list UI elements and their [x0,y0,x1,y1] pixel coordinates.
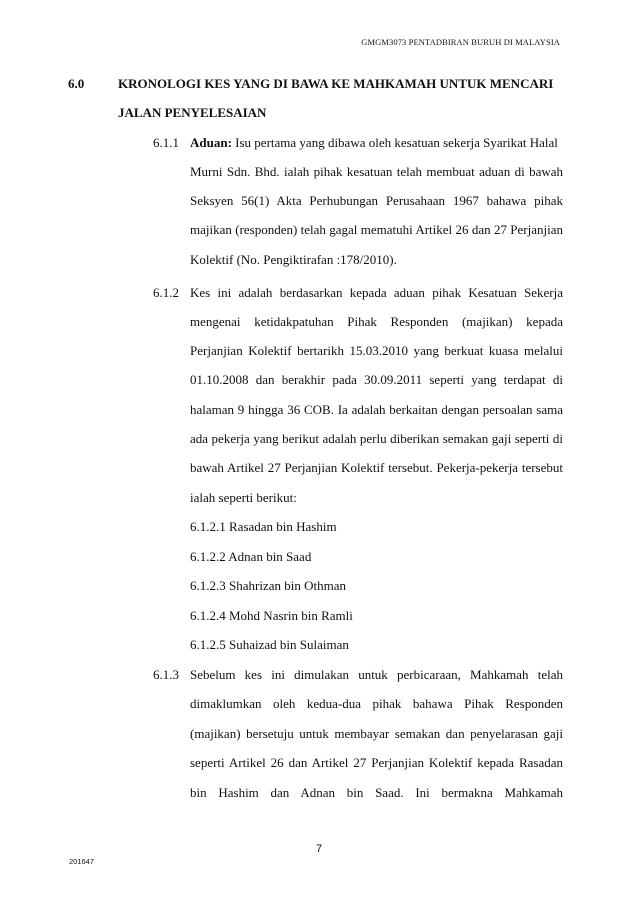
paragraph-line: seperti Artikel 26 dan Artikel 27 Perjanjian Kolektif kepada Rasadan [190,755,563,770]
bold-lead: Aduan: [190,135,232,150]
paragraph-line: bin Hashim dan Adnan bin Saad. Ini bermakna Mahkamah [190,785,563,800]
paragraph-line: Murni Sdn. Bhd. ialah pihak kesatuan telah membuat aduan di bawah [190,164,563,179]
paragraph-line: Kolektif (No. Pengiktirafan :178/2010). [190,252,397,267]
paragraph-line: (majikan) bersetuju untuk membayar semakan dan penyelarasan gaji [190,726,563,741]
subsection-number: 6.1.1 [153,135,179,150]
list-item: 6.1.2.5 Suhaizad bin Sulaiman [190,637,349,652]
paragraph-line: Kes ini adalah berdasarkan kepada aduan pihak Kesatuan Sekerja [190,285,563,300]
section-title-line-1: KRONOLOGI KES YANG DI BAWA KE MAHKAMAH UNTUK MENCARI [118,76,554,91]
subsection-number: 6.1.2 [153,285,179,300]
paragraph-line: mengenai ketidakpatuhan Pihak Responden (majikan) kepada [190,314,563,329]
paragraph-line: ada pekerja yang berikut adalah perlu diberikan semakan gaji seperti di [190,431,563,446]
list-item: 6.1.2.4 Mohd Nasrin bin Ramli [190,608,353,623]
subsection-number: 6.1.3 [153,667,179,682]
paragraph-text: Isu pertama yang dibawa oleh kesatuan sekerja Syarikat Halal [231,135,558,150]
paragraph-line: Sebelum kes ini dimulakan untuk perbicaraan, Mahkamah telah [190,667,563,682]
page-number: 7 [315,843,323,855]
paragraph-line [190,135,563,151]
paragraph-line: bawah Artikel 27 Perjanjian Kolektif tersebut. Pekerja-pekerja tersebut [190,460,563,475]
section-number: 6.0 [68,76,85,91]
paragraph-line: 01.10.2008 dan berakhir pada 30.09.2011 seperti yang terdapat di [190,372,563,387]
running-header: GMGM3073 PENTADBIRAN BURUH DI MALAYSIA [361,37,560,47]
list-item: 6.1.2.3 Shahrizan bin Othman [190,578,346,593]
list-item: 6.1.2.1 Rasadan bin Hashim [190,519,337,534]
paragraph-line: Perjanjian Kolektif bertarikh 15.03.2010 yang berkuat kuasa melalui [190,343,563,358]
paragraph-line: Seksyen 56(1) Akta Perhubungan Perusahaan 1967 bahawa pihak [190,193,563,208]
list-item: 6.1.2.2 Adnan bin Saad [190,549,312,564]
paragraph-line: ialah seperti berikut: [190,490,297,505]
paragraph-line: majikan (responden) telah gagal mematuhi Artikel 26 dan 27 Perjanjian [190,222,563,237]
paragraph-line: halaman 9 hingga 36 COB. Ia adalah berkaitan dengan persoalan sama [190,402,563,417]
paragraph-line: dimaklumkan oleh kedua-dua pihak bahawa Pihak Responden [190,696,563,711]
footer-code: 201647 [69,857,95,866]
section-title-line-2: JALAN PENYELESAIAN [118,105,267,120]
